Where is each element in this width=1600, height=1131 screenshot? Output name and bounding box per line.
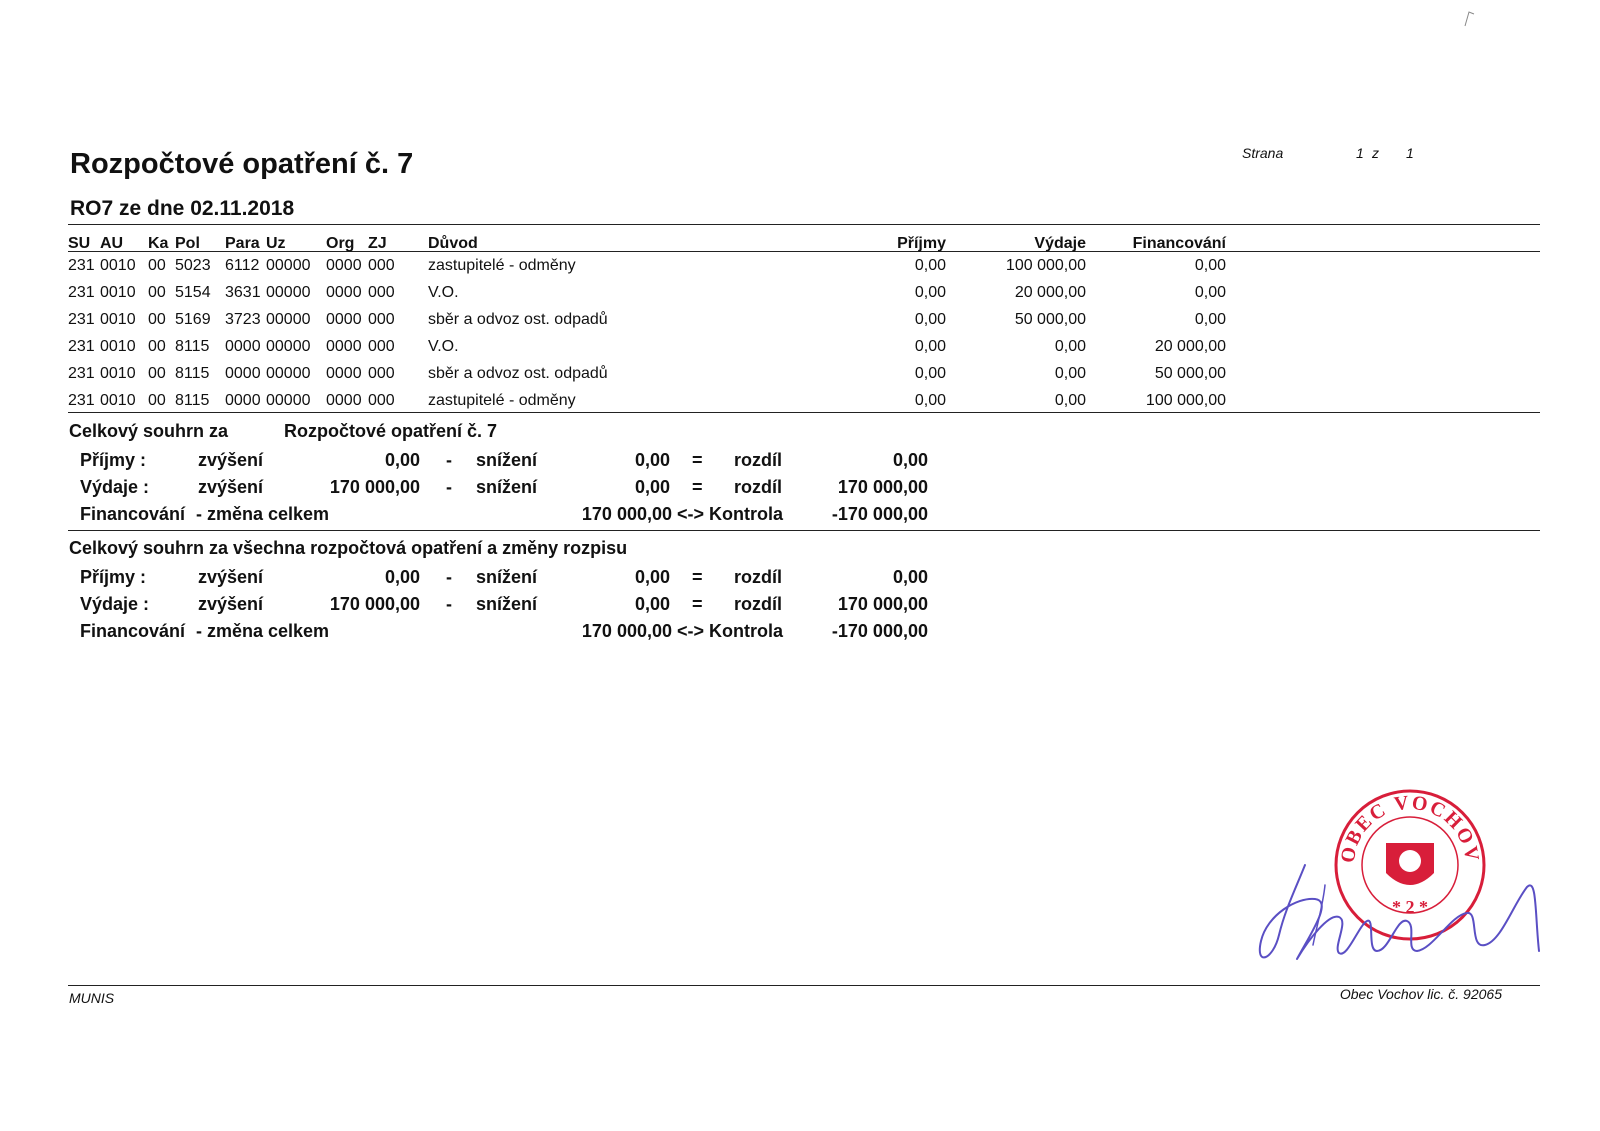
cell-pol: 8115	[175, 392, 210, 409]
col-header-uz: Uz	[266, 235, 286, 252]
cell-vydaje: 0,00	[1054, 392, 1086, 409]
prijmy-rozdil-value: 0,00	[892, 567, 928, 587]
vydaje-equals: =	[692, 594, 703, 614]
cell-vydaje: 50 000,00	[1014, 311, 1086, 328]
prijmy-zvyseni-label: zvýšení	[198, 450, 264, 470]
footer-left: MUNIS	[69, 990, 115, 1006]
financovani-kontrola-value: -170 000,00	[831, 621, 928, 641]
cell-au: 0010	[100, 338, 136, 355]
page-subtitle: RO7 ze dne 02.11.2018	[70, 197, 295, 220]
cell-zj: 000	[368, 311, 395, 328]
cell-zj: 000	[368, 338, 395, 355]
financovani-value: 170 000,00	[581, 621, 672, 641]
cell-prijmy: 0,00	[914, 365, 946, 382]
financovani-kontrola-value: -170 000,00	[831, 504, 928, 524]
col-header-duvod: Důvod	[428, 235, 478, 252]
vydaje-zvyseni-label: zvýšení	[198, 477, 264, 497]
cell-org: 0000	[326, 257, 362, 274]
financovani-kontrola-label: <-> Kontrola	[677, 504, 784, 524]
cell-ka: 00	[148, 338, 166, 355]
col-header-zj: ZJ	[368, 235, 387, 252]
cell-para: 0000	[225, 365, 261, 382]
cell-zj: 000	[368, 257, 395, 274]
financovani-label: Financování	[80, 621, 186, 641]
prijmy-zvyseni-label: zvýšení	[198, 567, 264, 587]
cell-uz: 00000	[266, 257, 311, 274]
prijmy-rozdil-label: rozdíl	[734, 567, 782, 587]
prijmy-equals: =	[692, 450, 703, 470]
cell-su: 231	[68, 284, 95, 301]
vydaje-snizeni-label: snížení	[476, 477, 538, 497]
col-header-org: Org	[326, 235, 355, 252]
summary-name: Rozpočtové opatření č. 7	[284, 421, 498, 441]
cell-zj: 000	[368, 392, 395, 409]
vydaje-zvyseni-label: zvýšení	[198, 594, 264, 614]
cell-uz: 00000	[266, 338, 311, 355]
vydaje-equals: =	[692, 477, 703, 497]
col-header-prijmy: Příjmy	[897, 235, 946, 252]
page-current: 1	[1356, 145, 1364, 161]
cell-prijmy: 0,00	[914, 257, 946, 274]
cell-uz: 00000	[266, 311, 311, 328]
cell-duvod: V.O.	[428, 284, 459, 301]
vydaje-rozdil-label: rozdíl	[734, 594, 782, 614]
vydaje-zvyseni-value: 170 000,00	[329, 477, 420, 497]
vydaje-rozdil-label: rozdíl	[734, 477, 782, 497]
cell-para: 3723	[225, 311, 261, 328]
cell-vydaje: 0,00	[1054, 365, 1086, 382]
cell-org: 0000	[326, 311, 362, 328]
page-title: Rozpočtové opatření č. 7	[70, 148, 414, 180]
prijmy-minus: -	[446, 450, 452, 470]
cell-ka: 00	[148, 392, 166, 409]
prijmy-snizeni-value: 0,00	[634, 450, 670, 470]
cell-duvod: zastupitelé - odměny	[428, 257, 576, 274]
vydaje-minus: -	[446, 477, 452, 497]
cell-su: 231	[68, 311, 95, 328]
cell-duvod: sběr a odvoz ost. odpadů	[428, 365, 608, 382]
cell-pol: 8115	[175, 338, 210, 355]
cell-para: 0000	[225, 392, 261, 409]
cell-su: 231	[68, 338, 95, 355]
vydaje-snizeni-value: 0,00	[634, 477, 670, 497]
cell-pol: 8115	[175, 365, 210, 382]
prijmy-snizeni-value: 0,00	[634, 567, 670, 587]
financovani-zmena-label: - změna celkem	[196, 621, 330, 641]
cell-pol: 5154	[175, 284, 211, 301]
col-header-vydaje: Výdaje	[1034, 235, 1086, 252]
page-total: 1	[1406, 145, 1414, 161]
prijmy-label: Příjmy :	[80, 450, 147, 470]
col-header-para: Para	[225, 235, 260, 252]
cell-uz: 00000	[266, 392, 311, 409]
cell-org: 0000	[326, 392, 362, 409]
cell-au: 0010	[100, 284, 136, 301]
vydaje-label: Výdaje :	[80, 594, 150, 614]
prijmy-label: Příjmy :	[80, 567, 147, 587]
corner-mark	[1463, 8, 1477, 28]
cell-org: 0000	[326, 338, 362, 355]
cell-ka: 00	[148, 257, 166, 274]
summary-all-label: Celkový souhrn za všechna rozpočtová opatření a změny rozpisu	[69, 538, 628, 558]
cell-prijmy: 0,00	[914, 338, 946, 355]
vydaje-snizeni-label: snížení	[476, 594, 538, 614]
cell-para: 6112	[225, 257, 260, 274]
cell-zj: 000	[368, 284, 395, 301]
cell-vydaje: 0,00	[1054, 338, 1086, 355]
cell-para: 3631	[225, 284, 261, 301]
cell-financovani: 20 000,00	[1154, 338, 1226, 355]
col-header-pol: Pol	[175, 235, 200, 252]
cell-prijmy: 0,00	[914, 311, 946, 328]
signature	[1255, 855, 1545, 980]
cell-ka: 00	[148, 365, 166, 382]
prijmy-rozdil-label: rozdíl	[734, 450, 782, 470]
footer-right: Obec Vochov lic. č. 92065	[1339, 986, 1502, 1002]
col-header-su: SU	[68, 235, 91, 252]
cell-su: 231	[68, 365, 95, 382]
financovani-kontrola-label: <-> Kontrola	[677, 621, 784, 641]
page-of: z	[1372, 145, 1379, 161]
prijmy-equals: =	[692, 567, 703, 587]
cell-financovani: 100 000,00	[1145, 392, 1226, 409]
cell-org: 0000	[326, 284, 362, 301]
prijmy-rozdil-value: 0,00	[892, 450, 928, 470]
cell-au: 0010	[100, 257, 136, 274]
divider	[68, 251, 1540, 252]
col-header-financovani: Financování	[1132, 235, 1226, 252]
cell-para: 0000	[225, 338, 261, 355]
prijmy-snizeni-label: snížení	[476, 567, 538, 587]
prijmy-zvyseni-value: 0,00	[384, 450, 420, 470]
page-label: Strana	[1242, 145, 1284, 161]
prijmy-zvyseni-value: 0,00	[384, 567, 420, 587]
col-header-ka: Ka	[148, 235, 169, 252]
cell-financovani: 0,00	[1194, 311, 1226, 328]
cell-uz: 00000	[266, 365, 311, 382]
cell-financovani: 50 000,00	[1154, 365, 1226, 382]
cell-ka: 00	[148, 284, 166, 301]
cell-financovani: 0,00	[1194, 284, 1226, 301]
stamp-text: OBEC VOCHOV	[1336, 791, 1484, 865]
financovani-zmena-label: - změna celkem	[196, 504, 330, 524]
cell-au: 0010	[100, 392, 136, 409]
cell-au: 0010	[100, 311, 136, 328]
divider	[68, 530, 1540, 531]
prijmy-minus: -	[446, 567, 452, 587]
divider	[68, 412, 1540, 413]
cell-su: 231	[68, 392, 95, 409]
cell-prijmy: 0,00	[914, 392, 946, 409]
cell-duvod: zastupitelé - odměny	[428, 392, 576, 409]
financovani-value: 170 000,00	[581, 504, 672, 524]
cell-financovani: 0,00	[1194, 257, 1226, 274]
vydaje-rozdil-value: 170 000,00	[837, 477, 928, 497]
cell-ka: 00	[148, 311, 166, 328]
vydaje-zvyseni-value: 170 000,00	[329, 594, 420, 614]
cell-su: 231	[68, 257, 95, 274]
cell-vydaje: 100 000,00	[1005, 257, 1086, 274]
cell-au: 0010	[100, 365, 136, 382]
col-header-au: AU	[100, 235, 124, 252]
cell-zj: 000	[368, 365, 395, 382]
cell-pol: 5169	[175, 311, 211, 328]
cell-duvod: sběr a odvoz ost. odpadů	[428, 311, 608, 328]
vydaje-minus: -	[446, 594, 452, 614]
stamp-number: * 2 *	[1392, 897, 1428, 917]
cell-uz: 00000	[266, 284, 311, 301]
cell-pol: 5023	[175, 257, 211, 274]
divider	[68, 224, 1540, 225]
vydaje-snizeni-value: 0,00	[634, 594, 670, 614]
summary-label: Celkový souhrn za	[69, 421, 229, 441]
prijmy-snizeni-label: snížení	[476, 450, 538, 470]
cell-prijmy: 0,00	[914, 284, 946, 301]
cell-vydaje: 20 000,00	[1014, 284, 1086, 301]
cell-duvod: V.O.	[428, 338, 459, 355]
vydaje-rozdil-value: 170 000,00	[837, 594, 928, 614]
vydaje-label: Výdaje :	[80, 477, 150, 497]
cell-org: 0000	[326, 365, 362, 382]
financovani-label: Financování	[80, 504, 186, 524]
